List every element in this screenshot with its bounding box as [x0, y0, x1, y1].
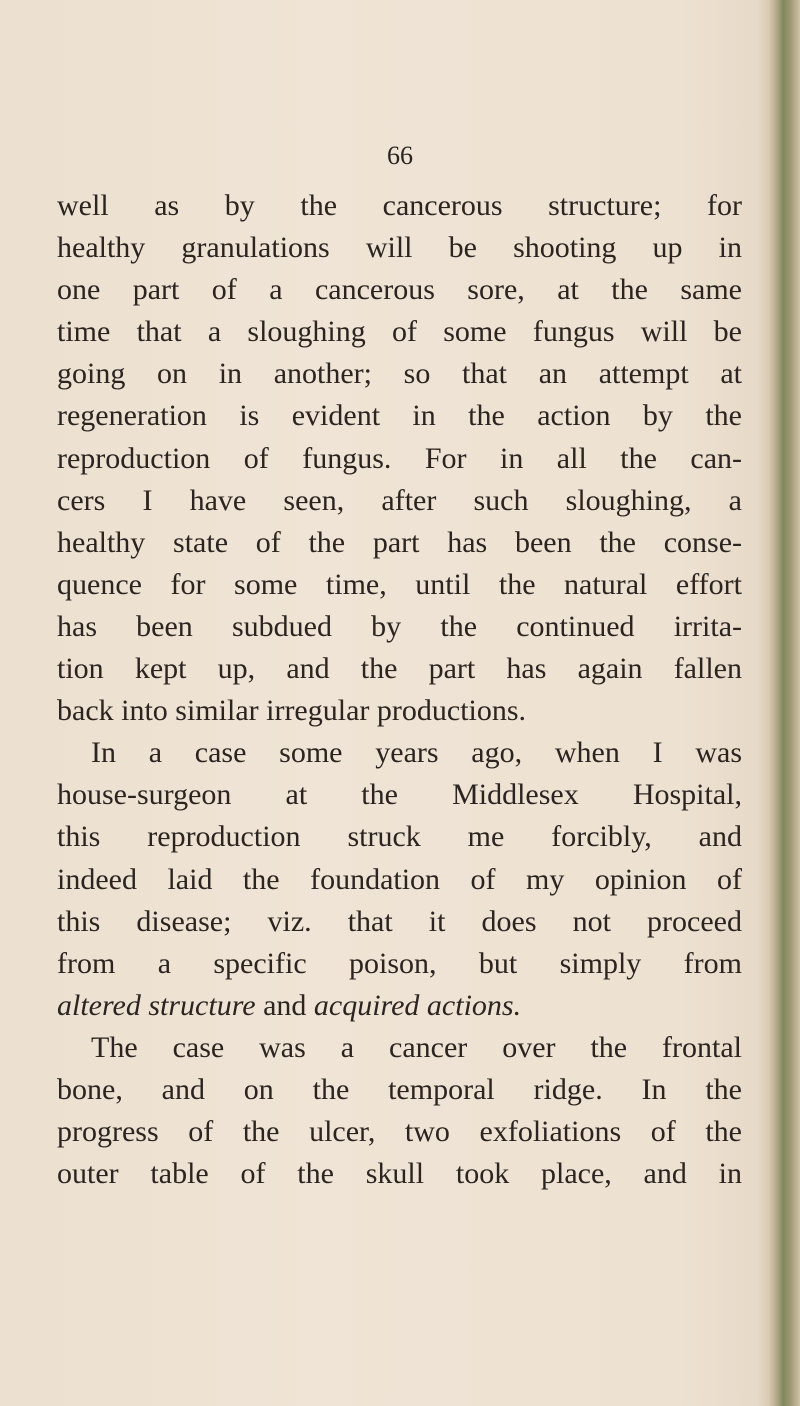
text-line: tion kept up, and the part has again fallen: [57, 652, 742, 686]
italic-text-line: [57, 985, 742, 1027]
text-line: one part of a cancerous sore, at the same: [57, 273, 742, 307]
text-line: from a specific poison, but simply from: [57, 946, 742, 980]
text-line: this disease; viz. that it does not proceed: [57, 904, 742, 938]
text-line: cers I have seen, after such sloughing, a: [57, 483, 742, 517]
text-line: regeneration is evident in the action by the: [57, 399, 742, 433]
text-line: going on in another; so that an attempt at: [57, 357, 742, 391]
page-number: 66: [387, 141, 413, 170]
text-line: house-surgeon at the Middlesex Hospital,: [57, 778, 742, 812]
italic-phrase: altered structure: [57, 988, 256, 1022]
text-line: indeed laid the foundation of my opinion of: [57, 862, 742, 896]
body-text: [57, 185, 742, 1195]
text-line: healthy state of the part has been the conse-: [57, 525, 742, 559]
italic-phrase: acquired actions.: [313, 988, 522, 1022]
text-line: reproduction of fungus. For in all the can-: [57, 441, 742, 475]
text-line: progress of the ulcer, two exfoliations of the: [57, 1115, 742, 1149]
text-line: healthy granulations will be shooting up in: [57, 231, 742, 265]
text-line: has been subdued by the continued irrita-: [57, 609, 742, 643]
text-line: this reproduction struck me forcibly, and: [57, 820, 742, 854]
text-line: bone, and on the temporal ridge. In the: [57, 1072, 742, 1106]
text-line: quence for some time, until the natural effort: [57, 567, 742, 601]
paragraph-start-line: In a case some years ago, when I was: [91, 736, 742, 770]
page-spine-edge: [758, 0, 800, 1406]
text-line: well as by the cancerous structure; for: [57, 189, 742, 222]
text-fragment: and: [255, 988, 314, 1022]
text-line: back into similar irregular productions.: [57, 694, 527, 728]
text-line: time that a sloughing of some fungus will be: [57, 315, 742, 349]
paragraph-start-line: The case was a cancer over the frontal: [91, 1030, 742, 1064]
text-line: outer table of the skull took place, and in: [57, 1157, 742, 1191]
